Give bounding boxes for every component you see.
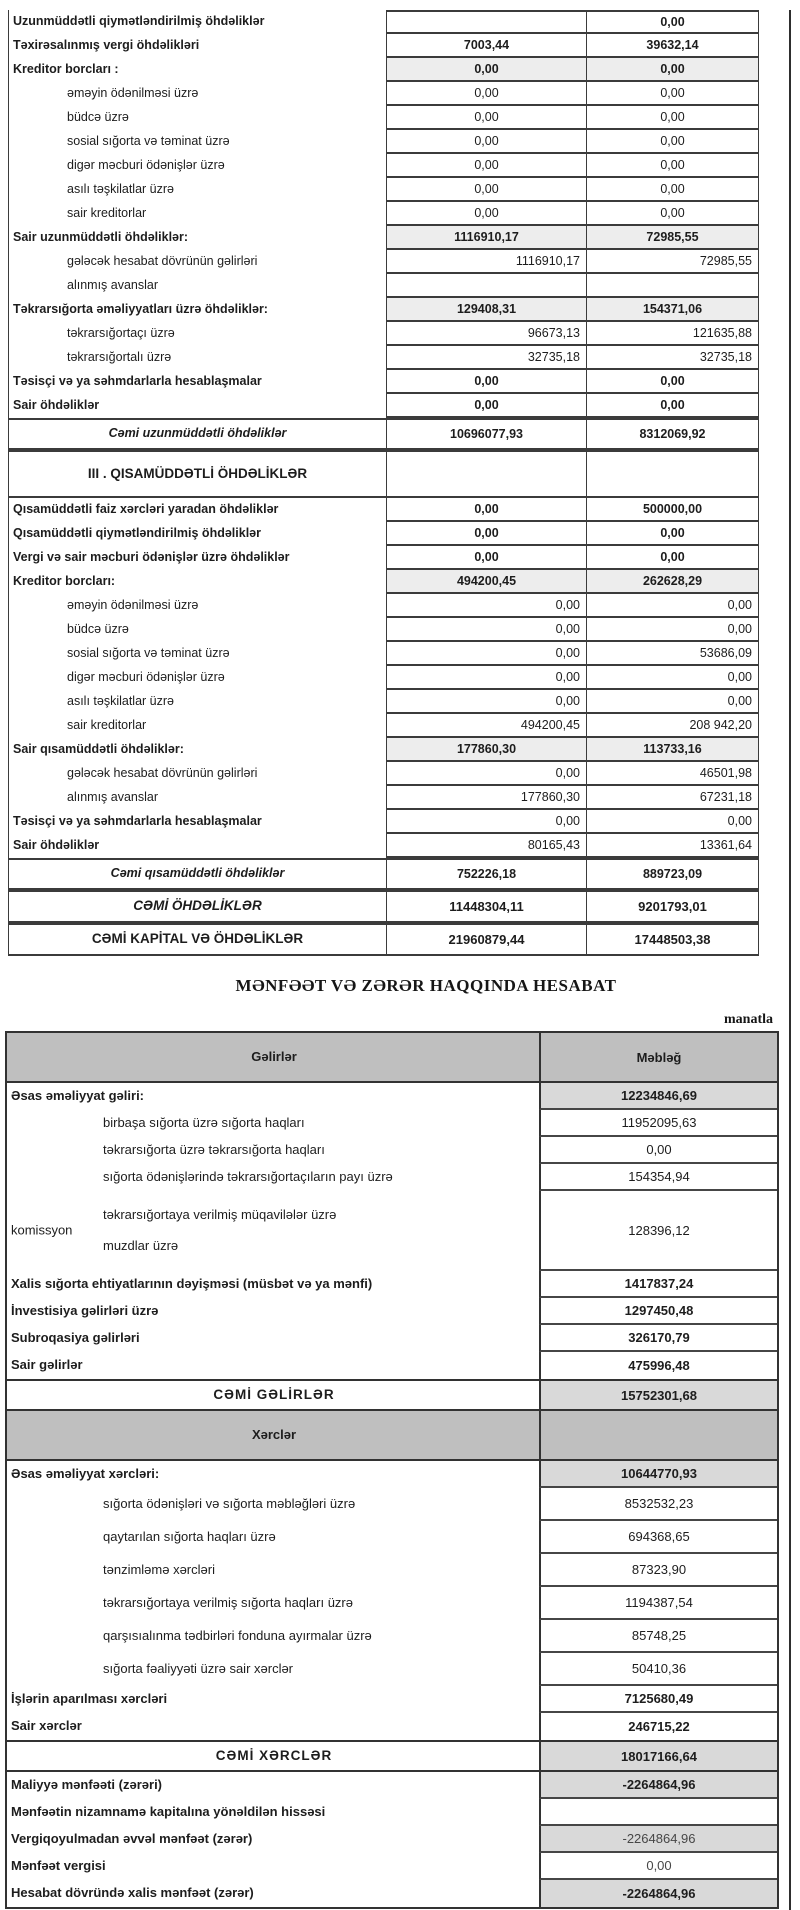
value-col1: 0,00 — [386, 394, 587, 418]
table-row — [9, 154, 759, 178]
row-label: Xərclər — [251, 1426, 297, 1442]
komissyon-line: muzdlar üzrə — [103, 1238, 179, 1254]
row-label: alınmış avanslar — [67, 790, 159, 805]
row-label: Sair öhdəliklər — [13, 398, 100, 413]
table-row — [7, 1488, 777, 1521]
value-col2: 9201793,01 — [587, 892, 759, 921]
table-row — [7, 1083, 777, 1110]
amount-cell: -2264864,96 — [539, 1772, 777, 1799]
row-label: Subroqasiya gəlirləri — [11, 1330, 140, 1346]
value-col2: 0,00 — [587, 10, 759, 34]
amount-cell: -2264864,96 — [539, 1826, 777, 1853]
value-col2: 0,00 — [587, 202, 759, 226]
value-col1: 0,00 — [386, 498, 587, 522]
row-label — [7, 1191, 539, 1271]
value-col2: 0,00 — [587, 178, 759, 202]
row-label: Sair öhdəliklər — [13, 838, 100, 853]
value-col2: 0,00 — [587, 82, 759, 106]
amount-cell: 0,00 — [539, 1137, 777, 1164]
amount-cell: 15752301,68 — [539, 1381, 777, 1409]
value-col2: 0,00 — [587, 106, 759, 130]
value-col1: 0,00 — [386, 58, 587, 82]
row-label: Vergi və sair məcburi ödənişlər üzrə öhdəliklər — [13, 550, 290, 565]
row-label: əməyin ödənilməsi üzrə — [67, 86, 199, 101]
value-col2: 0,00 — [587, 394, 759, 418]
table-row — [9, 810, 759, 834]
value-col2: 0,00 — [587, 370, 759, 394]
row-label: Hesabat dövründə xalis mənfəət (zərər) — [11, 1885, 254, 1901]
komissyon-word: komissyon — [11, 1222, 73, 1238]
row-label: Kreditor borcları : — [13, 62, 119, 77]
table-row — [7, 1742, 777, 1772]
table-row — [7, 1298, 777, 1325]
table-row — [9, 346, 759, 370]
table-row — [9, 762, 759, 786]
row-label: Kreditor borcları: — [13, 574, 116, 589]
table-row — [9, 178, 759, 202]
row-label: sığorta fəaliyyəti üzrə sair xərclər — [103, 1661, 294, 1677]
table-row — [9, 890, 759, 923]
amount-cell: 7125680,49 — [539, 1686, 777, 1713]
table-row — [9, 618, 759, 642]
table-row — [9, 298, 759, 322]
value-col2: 0,00 — [587, 594, 759, 618]
pl-report-section — [5, 1012, 779, 1909]
value-col1: 80165,43 — [386, 834, 587, 858]
row-label: sığorta ödənişlərində təkrarsığortaçıların payı üzrə — [103, 1169, 393, 1185]
value-col1: 96673,13 — [386, 322, 587, 346]
amount-cell: -2264864,96 — [539, 1880, 777, 1907]
value-col2: 0,00 — [587, 154, 759, 178]
row-label: qaytarılan sığorta haqları üzrə — [103, 1529, 276, 1545]
currency-note: manatla — [724, 1012, 773, 1027]
table-row — [9, 666, 759, 690]
value-col2: 889723,09 — [587, 860, 759, 888]
row-label: əməyin ödənilməsi üzrə — [67, 598, 199, 613]
komissyon-line: təkrarsığortaya verilmiş müqavilələr üzrə — [103, 1206, 337, 1222]
value-col2: 208 942,20 — [587, 714, 759, 738]
value-col1: 0,00 — [386, 594, 587, 618]
value-col1: 752226,18 — [386, 860, 587, 888]
row-label: CƏMİ ÖHDƏLİKLƏR — [133, 898, 262, 914]
table-row — [9, 714, 759, 738]
value-col1: 21960879,44 — [386, 925, 587, 954]
amount-cell: 694368,65 — [539, 1521, 777, 1554]
table-row — [9, 690, 759, 714]
row-label: digər məcburi ödənişlər üzrə — [67, 158, 225, 173]
row-label: Təkrarsığorta əməliyyatları üzrə öhdəliklər: — [13, 302, 268, 317]
table-row — [7, 1772, 777, 1799]
row-label: Təxirəsalınmış vergi öhdəlikləri — [13, 38, 200, 53]
amount-cell: 0,00 — [539, 1853, 777, 1880]
amount-cell: 1417837,24 — [539, 1271, 777, 1298]
table-row — [9, 274, 759, 298]
table-row — [9, 394, 759, 418]
value-col1: 0,00 — [386, 154, 587, 178]
row-label: təkrarsığortaya verilmiş sığorta haqları üzrə — [103, 1595, 353, 1611]
row-label: tənzimləmə xərcləri — [103, 1562, 215, 1578]
table-row — [9, 923, 759, 956]
row-label: digər məcburi ödənişlər üzrə — [67, 670, 225, 685]
value-col2: 0,00 — [587, 546, 759, 570]
row-label: CƏMİ KAPİTAL VƏ ÖHDƏLİKLƏR — [91, 931, 304, 947]
amount-cell: 12234846,69 — [539, 1083, 777, 1110]
table-row — [9, 834, 759, 858]
table-row — [9, 370, 759, 394]
row-label: Əsas əməliyyat xərcləri: — [11, 1466, 160, 1482]
value-col2: 46501,98 — [587, 762, 759, 786]
amount-cell: 87323,90 — [539, 1554, 777, 1587]
table-row — [9, 570, 759, 594]
value-col1: 11448304,11 — [386, 892, 587, 921]
table-row — [9, 522, 759, 546]
row-label: Xalis sığorta ehtiyatlarının dəyişməsi (müsbət və ya mənfi) — [11, 1276, 373, 1292]
value-col1: 0,00 — [386, 762, 587, 786]
value-col2: 0,00 — [587, 522, 759, 546]
amount-cell: 246715,22 — [539, 1713, 777, 1740]
table-row — [7, 1880, 777, 1907]
value-col1: 0,00 — [386, 202, 587, 226]
value-col1: 0,00 — [386, 642, 587, 666]
value-col1: 0,00 — [386, 130, 587, 154]
value-col1: 1116910,17 — [386, 250, 587, 274]
amount-cell: 50410,36 — [539, 1653, 777, 1686]
amount-cell — [539, 1799, 777, 1826]
amount-cell: Məbləğ — [539, 1033, 777, 1081]
amount-cell: 1194387,54 — [539, 1587, 777, 1620]
row-label: Cəmi uzunmüddətli öhdəliklər — [108, 426, 287, 441]
value-col2: 72985,55 — [587, 226, 759, 250]
value-col1: 7003,44 — [386, 34, 587, 58]
value-col2: 121635,88 — [587, 322, 759, 346]
table-row — [9, 642, 759, 666]
row-label: Sair gəlirlər — [11, 1357, 83, 1373]
value-col1: 10696077,93 — [386, 420, 587, 448]
table-row — [9, 10, 759, 34]
row-label: Cəmi qısamüddətli öhdəliklər — [110, 866, 285, 881]
row-label: asılı təşkilatlar üzrə — [67, 182, 174, 197]
amount-cell: 85748,25 — [539, 1620, 777, 1653]
value-col2 — [587, 452, 759, 496]
table-row — [7, 1686, 777, 1713]
value-col1: 0,00 — [386, 522, 587, 546]
table-row — [7, 1191, 777, 1271]
row-label: təkrarsığorta üzrə təkrarsığorta haqları — [103, 1142, 325, 1158]
table-row — [9, 322, 759, 346]
table-row — [9, 130, 759, 154]
value-col2: 72985,55 — [587, 250, 759, 274]
row-label: təkrarsığortalı üzrə — [67, 350, 172, 365]
row-label: gələcək hesabat dövrünün gəlirləri — [67, 254, 258, 269]
row-label: asılı təşkilatlar üzrə — [67, 694, 174, 709]
value-col2: 53686,09 — [587, 642, 759, 666]
row-label: Sair uzunmüddətli öhdəliklər: — [13, 230, 189, 245]
row-label: büdcə üzrə — [67, 622, 129, 637]
row-label: İşlərin aparılması xərcləri — [11, 1691, 168, 1707]
value-col2 — [587, 274, 759, 298]
table-row — [7, 1271, 777, 1298]
table-row — [9, 498, 759, 522]
row-label: sosial sığorta və təminat üzrə — [67, 646, 230, 661]
amount-cell: 8532532,23 — [539, 1488, 777, 1521]
amount-cell: 475996,48 — [539, 1352, 777, 1379]
row-label: Mənfəət vergisi — [11, 1858, 106, 1874]
value-col1: 177860,30 — [386, 786, 587, 810]
pl-report-title: MƏNFƏƏT VƏ ZƏRƏR HAQQINDA HESABAT — [235, 976, 617, 995]
amount-cell: 1297450,48 — [539, 1298, 777, 1325]
row-label: təkrarsığortaçı üzrə — [67, 326, 175, 341]
table-row — [9, 34, 759, 58]
value-col2: 0,00 — [587, 130, 759, 154]
row-label: Təsisçi və ya səhmdarlarla hesablaşmalar — [13, 374, 262, 389]
value-col1: 129408,31 — [386, 298, 587, 322]
table-row — [7, 1620, 777, 1653]
row-label: sosial sığorta və təminat üzrə — [67, 134, 230, 149]
value-col1: 0,00 — [386, 690, 587, 714]
value-col1: 494200,45 — [386, 570, 587, 594]
value-col1: 0,00 — [386, 546, 587, 570]
row-label: III . QISAMÜDDƏTLİ ÖHDƏLİKLƏR — [87, 465, 308, 481]
value-col2: 0,00 — [587, 666, 759, 690]
table-row — [9, 202, 759, 226]
amount-cell: 18017166,64 — [539, 1742, 777, 1770]
amount-cell: 154354,94 — [539, 1164, 777, 1191]
table-row — [9, 58, 759, 82]
value-col1: 0,00 — [386, 618, 587, 642]
value-col2: 113733,16 — [587, 738, 759, 762]
table-header-row — [7, 1033, 777, 1083]
table-row — [7, 1653, 777, 1686]
amount-cell: 128396,12 — [539, 1191, 777, 1271]
value-col1 — [386, 274, 587, 298]
amount-cell — [539, 1411, 777, 1459]
value-col1: 177860,30 — [386, 738, 587, 762]
row-label: Mənfəətin nizamnamə kapitalına yönəldilən hissəsi — [11, 1804, 326, 1820]
value-col2: 39632,14 — [587, 34, 759, 58]
amount-cell: 11952095,63 — [539, 1110, 777, 1137]
page-edge-border — [789, 10, 791, 1910]
row-label: Sair xərclər — [11, 1718, 82, 1734]
table-row — [9, 594, 759, 618]
value-col2: 500000,00 — [587, 498, 759, 522]
row-label: Sair qısamüddətli öhdəliklər: — [13, 742, 184, 757]
table-row — [9, 106, 759, 130]
row-label: Əsas əməliyyat gəliri: — [11, 1088, 145, 1104]
value-col2: 8312069,92 — [587, 420, 759, 448]
table-row — [7, 1381, 777, 1411]
value-col2: 67231,18 — [587, 786, 759, 810]
value-col1: 32735,18 — [386, 346, 587, 370]
value-col1: 494200,45 — [386, 714, 587, 738]
value-col1: 0,00 — [386, 178, 587, 202]
table-row — [7, 1799, 777, 1826]
table-row — [9, 738, 759, 762]
profit-loss-table — [5, 1031, 779, 1909]
row-label: Vergiqoyulmadan əvvəl mənfəət (zərər) — [11, 1831, 253, 1847]
value-col2: 0,00 — [587, 58, 759, 82]
table-row — [7, 1110, 777, 1137]
value-col2: 0,00 — [587, 618, 759, 642]
row-label: Uzunmüddətli qiymətləndirilmiş öhdəliklər — [13, 14, 265, 29]
row-label: İnvestisiya gəlirləri üzrə — [11, 1303, 159, 1319]
table-row — [9, 546, 759, 570]
row-label: CƏMİ GƏLİRLƏR — [213, 1387, 335, 1403]
row-label: Təsisçi və ya səhmdarlarla hesablaşmalar — [13, 814, 262, 829]
value-col1: 0,00 — [386, 810, 587, 834]
table-row — [9, 250, 759, 274]
row-label: qarşısıalınma tədbirləri fonduna ayırmalar üzrə — [103, 1628, 372, 1644]
balance-sheet-table — [8, 10, 759, 956]
table-row — [7, 1325, 777, 1352]
value-col2: 17448503,38 — [587, 925, 759, 954]
table-row — [9, 858, 759, 890]
table-row — [7, 1461, 777, 1488]
value-col2: 32735,18 — [587, 346, 759, 370]
table-row — [9, 786, 759, 810]
row-label: Qısamüddətli faiz xərcləri yaradan öhdəliklər — [13, 502, 279, 517]
table-row — [7, 1713, 777, 1742]
amount-cell: 10644770,93 — [539, 1461, 777, 1488]
value-col1 — [386, 452, 587, 496]
table-row — [7, 1826, 777, 1853]
table-row — [7, 1554, 777, 1587]
table-header-row — [7, 1411, 777, 1461]
table-row — [9, 82, 759, 106]
row-label: sığorta ödənişləri və sığorta məbləğləri üzrə — [103, 1496, 356, 1512]
value-col2: 154371,06 — [587, 298, 759, 322]
value-col2: 0,00 — [587, 690, 759, 714]
table-row — [9, 450, 759, 498]
table-row — [9, 418, 759, 450]
row-label: Qısamüddətli qiymətləndirilmiş öhdəliklər — [13, 526, 261, 541]
table-row — [7, 1521, 777, 1554]
row-label: Maliyyə mənfəəti (zərəri) — [11, 1777, 163, 1793]
value-col1: 0,00 — [386, 370, 587, 394]
value-col1: 1116910,17 — [386, 226, 587, 250]
table-row — [7, 1352, 777, 1381]
value-col2: 0,00 — [587, 810, 759, 834]
table-row — [7, 1137, 777, 1164]
table-row — [7, 1587, 777, 1620]
value-col2: 13361,64 — [587, 834, 759, 858]
table-row — [7, 1853, 777, 1880]
row-label: sair kreditorlar — [67, 206, 147, 221]
row-label: sair kreditorlar — [67, 718, 147, 733]
row-label: CƏMİ XƏRCLƏR — [215, 1748, 333, 1764]
value-col1: 0,00 — [386, 82, 587, 106]
table-row — [9, 226, 759, 250]
row-label: büdcə üzrə — [67, 110, 129, 125]
value-col1 — [386, 10, 587, 34]
row-label: alınmış avanslar — [67, 278, 159, 293]
value-col1: 0,00 — [386, 106, 587, 130]
row-label: Gəlirlər — [251, 1048, 297, 1064]
row-label: gələcək hesabat dövrünün gəlirləri — [67, 766, 258, 781]
value-col2: 262628,29 — [587, 570, 759, 594]
value-col1: 0,00 — [386, 666, 587, 690]
amount-cell: 326170,79 — [539, 1325, 777, 1352]
table-row — [7, 1164, 777, 1191]
row-label: birbaşa sığorta üzrə sığorta haqları — [103, 1115, 305, 1131]
